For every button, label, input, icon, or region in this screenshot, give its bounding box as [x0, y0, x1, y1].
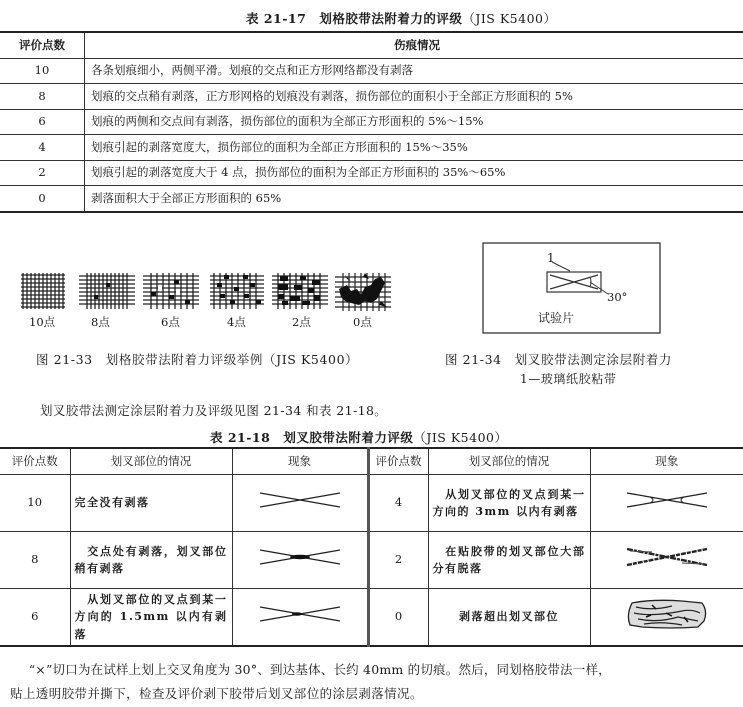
grid-label-4: 4点: [227, 315, 246, 329]
table-row: [0, 532, 743, 589]
row-desc: 各条划痕细小，两侧平滑。划痕的交点和正方形网络都没有剥落: [85, 58, 743, 84]
x-cut-2-icon: [590, 532, 743, 589]
closing-paragraph-line2: 贴上透明胶带并撕下，检查及评价剥下胶带后划叉部位的涂层剥落情况。: [10, 686, 423, 701]
header-condition-left: 划叉部位的情况: [70, 448, 232, 475]
row-points: 10: [0, 58, 85, 84]
table2-caption: [210, 428, 507, 446]
table-header-row: [0, 32, 743, 58]
figure33-caption: 图 21-33 划格胶带法附着力评级举例（JIS K5400）: [36, 352, 359, 367]
table2-caption-title: 表 21-18 划叉胶带法附着力评级: [210, 430, 414, 445]
grid-10-points-icon: [19, 273, 67, 309]
grid-label-6: 6点: [161, 315, 180, 329]
x-cut-0-icon: [590, 589, 743, 647]
header-damage: 伤痕情况: [85, 32, 743, 58]
row-points: 10: [0, 475, 70, 532]
x-cut-6-icon: [232, 589, 368, 647]
header-points-left: 评价点数: [0, 448, 70, 475]
angle-label: 30°: [607, 290, 628, 304]
closing-paragraph-line1: “×”切口为在试样上划上交叉角度为 30°、到达基体、长约 40mm 的切痕。然后，同划格胶带法一样，: [16, 662, 611, 677]
row-points: 6: [0, 109, 85, 135]
row-condition: 交点处有剥落，划叉部位稍有剥落: [70, 532, 232, 589]
table-row: [0, 84, 743, 110]
table-header-row: [0, 448, 743, 475]
row-desc: 划痕的两侧和交点间有剥落，损伤部位的面积为全部正方形面积的 5%～15%: [85, 109, 743, 135]
row-points: 4: [0, 135, 85, 161]
row-points: 6: [0, 589, 70, 647]
grid-6-points-icon: [143, 273, 199, 309]
table2-caption-standard: （JIS K5400）: [413, 430, 508, 445]
x-cut-8-icon: [232, 532, 368, 589]
row-points: 2: [368, 532, 428, 589]
grid-0-points-icon: [335, 271, 391, 311]
x-cut-10-icon: [232, 475, 368, 532]
table1-caption-standard: （JIS K5400）: [462, 11, 557, 26]
row-condition: 剥落超出划叉部位: [428, 589, 590, 647]
specimen-label: 试验片: [538, 311, 575, 325]
row-points: 8: [0, 84, 85, 110]
figure34-legend: 1—玻璃纸胶粘带: [520, 372, 617, 386]
table-row: [0, 135, 743, 161]
figure34-caption: 图 21-34 划叉胶带法测定涂层附着力: [445, 352, 673, 367]
row-points: 8: [0, 532, 70, 589]
row-condition: 完全没有剥落: [70, 475, 232, 532]
grid-8-points-icon: [79, 273, 135, 309]
grid-2-points-icon: [272, 273, 328, 309]
callout-number: 1: [547, 251, 555, 265]
grid-label-2: 2点: [292, 315, 311, 329]
table-row: [0, 186, 743, 212]
row-desc: 划痕的交点稍有剥落，正方形网格的划痕没有剥落，损伤部位的面积小于全部正方形面积的 5%: [85, 84, 743, 110]
table-row: [0, 475, 743, 532]
table-21-18: [0, 447, 743, 647]
grid-4-points-icon: [210, 273, 264, 309]
header-phenomenon-left: 现象: [232, 448, 368, 475]
row-condition: 在贴胶带的划叉部位大部分有脱落: [428, 532, 590, 589]
table-row: [0, 589, 743, 647]
table1-caption: [246, 9, 556, 27]
header-points: 评价点数: [0, 32, 85, 58]
header-phenomenon-right: 现象: [590, 448, 743, 475]
table-21-17: [0, 31, 743, 213]
row-points: 2: [0, 160, 85, 186]
grid-label-0: 0点: [353, 315, 372, 329]
row-condition: 从划叉部位的叉点到某一方向的 3mm 以内有剥落: [428, 475, 590, 532]
x-cut-4-icon: [590, 475, 743, 532]
table-row: [0, 58, 743, 84]
table-row: [0, 109, 743, 135]
header-points-right: 评价点数: [368, 448, 428, 475]
header-condition-right: 划叉部位的情况: [428, 448, 590, 475]
table-row: [0, 160, 743, 186]
row-points: 4: [368, 475, 428, 532]
row-desc: 划痕引起的剥落宽度大，损伤部位的面积为全部正方形面积的 15%～35%: [85, 135, 743, 161]
row-points: 0: [0, 186, 85, 212]
row-desc: 剥落面积大于全部正方形面积的 65%: [85, 186, 743, 212]
grid-label-10: 10点: [29, 315, 56, 329]
row-desc: 划痕引起的剥落宽度大于 4 点，损伤部位的面积为全部正方形面积的 35%～65%: [85, 160, 743, 186]
row-condition: 从划叉部位的叉点到某一方向的 1.5mm 以内有剥落: [70, 589, 232, 647]
intro-paragraph: 划叉胶带法测定涂层附着力及评级见图 21-34 和表 21-18。: [40, 403, 388, 418]
table1-caption-title: 表 21-17 划格胶带法附着力的评级: [246, 11, 463, 26]
row-points: 0: [368, 589, 428, 647]
grid-label-8: 8点: [91, 315, 110, 329]
